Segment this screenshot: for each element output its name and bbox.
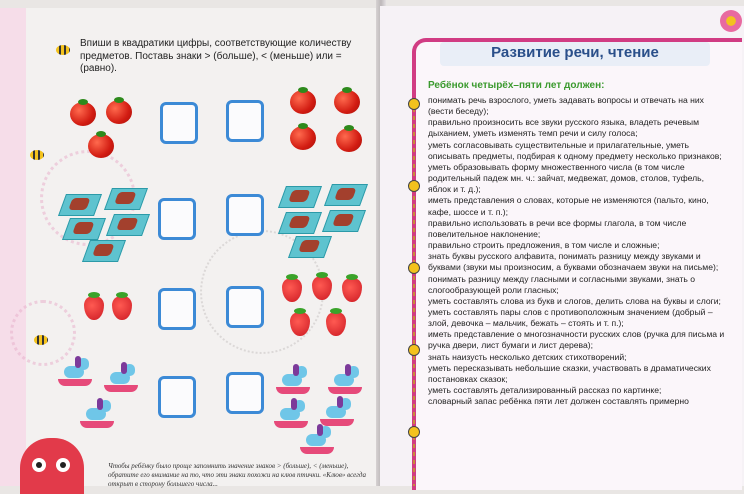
- list-item: иметь представление о многозначности русских слов (ручка для письма и ручка двери, лист бумаги и лист дерева);: [428, 329, 725, 351]
- rocking-horse-icon: [328, 366, 362, 396]
- rocking-horse-icon: [276, 366, 310, 396]
- sign-box[interactable]: [226, 372, 264, 414]
- rocking-horse-icon: [300, 426, 334, 456]
- sign-box[interactable]: [226, 100, 264, 142]
- sign-box[interactable]: [226, 286, 264, 328]
- tomato-icon: [336, 128, 362, 152]
- rocking-horse-icon: [104, 364, 138, 394]
- list-item: иметь представления о словах, которые не изменяются (пальто, кино, кафе, шоссе и т. п.);: [428, 195, 709, 217]
- rocking-horse-icon: [80, 400, 114, 430]
- left-page-edge: [0, 8, 26, 486]
- sign-box[interactable]: [226, 194, 264, 236]
- list-item: правильно использовать в речи все формы глагола, в том числе повелительное наклонение;: [428, 217, 687, 239]
- bee-icon: [408, 344, 420, 356]
- list-item: уметь согласовывать существительные и прилагательные, уметь описывать предметы, подбирая к одному предмету несколько признаков;: [428, 139, 722, 161]
- bee-icon: [408, 262, 420, 274]
- exercise-instructions: Впиши в квадратики цифры, соответствующие количеству предметов. Поставь знаки > (больше), < (меньше) или = (равно).: [80, 38, 352, 74]
- bee-icon: [34, 335, 48, 345]
- answer-box[interactable]: [160, 102, 198, 144]
- tomato-icon: [70, 102, 96, 126]
- list-item: понимать речь взрослого, уметь задавать вопросы и отвечать на них (вести беседу);: [428, 95, 704, 117]
- list-item: правильно произносить все звуки русского языка, владеть речевым дыханием, уметь изменять темп речи и силу голоса;: [428, 117, 700, 139]
- tomato-icon: [88, 134, 114, 158]
- rocking-horse-icon: [58, 358, 92, 388]
- tomato-icon: [334, 90, 360, 114]
- bee-icon: [408, 180, 420, 192]
- flower-icon: [720, 10, 742, 32]
- list-item: уметь составлять детализированный рассказ по картинке;: [428, 385, 662, 396]
- tomato-icon: [290, 126, 316, 150]
- bee-icon: [408, 426, 420, 438]
- list-item: знать буквы русского алфавита, понимать разницу между звуками и буквами (звуки мы произносим, а буквами обозначаем звуки на письме);: [428, 251, 719, 273]
- list-item: уметь пересказывать небольшие сказки, участвовать в драматических постановках сказок;: [428, 362, 711, 384]
- section-title: Развитие речи, чтение: [491, 44, 659, 61]
- bee-icon: [30, 150, 44, 160]
- skills-list: [428, 95, 728, 407]
- list-item: знать наизусть несколько детских стихотворений;: [428, 351, 627, 362]
- section-subtitle: Ребёнок четырёх–пяти лет должен:: [428, 80, 605, 91]
- answer-box[interactable]: [158, 288, 196, 330]
- tomato-icon: [106, 100, 132, 124]
- list-item: уметь составлять слова из букв и слогов, делить слова на буквы и слоги;: [428, 295, 721, 306]
- list-item: словарный запас ребёнка пяти лет должен составлять примерно: [428, 396, 689, 407]
- parent-note: Чтобы ребёнку было проще запомнить значение знаков > (больше), < (меньше), обратите его внимание на то, что эти знаки похожи на клюв птички. «Клюв» всегда открыт в сторону большего числа...: [108, 462, 366, 488]
- answer-box[interactable]: [158, 198, 196, 240]
- bee-icon: [56, 45, 70, 55]
- list-item: правильно строить предложения, в том числе и сложные;: [428, 240, 660, 251]
- answer-box[interactable]: [158, 376, 196, 418]
- list-item: уметь образовывать форму множественного числа (в том числе родительный падеж мн. ч.: зайчат, медвежат, домов, столов, туфель, яблок и т. д.);: [428, 161, 705, 195]
- bee-icon: [408, 98, 420, 110]
- rocking-horse-icon: [320, 398, 354, 428]
- list-item: уметь составлять пары слов с противоположным значением (добрый – злой, девочка – мальчик, бежать – стоять и т. п.);: [428, 306, 713, 329]
- decorative-circle: [10, 300, 76, 366]
- list-item: понимать разницу между гласными и согласными звуками, знать о слогообразующей роли гласных;: [428, 273, 696, 295]
- tomato-icon: [290, 90, 316, 114]
